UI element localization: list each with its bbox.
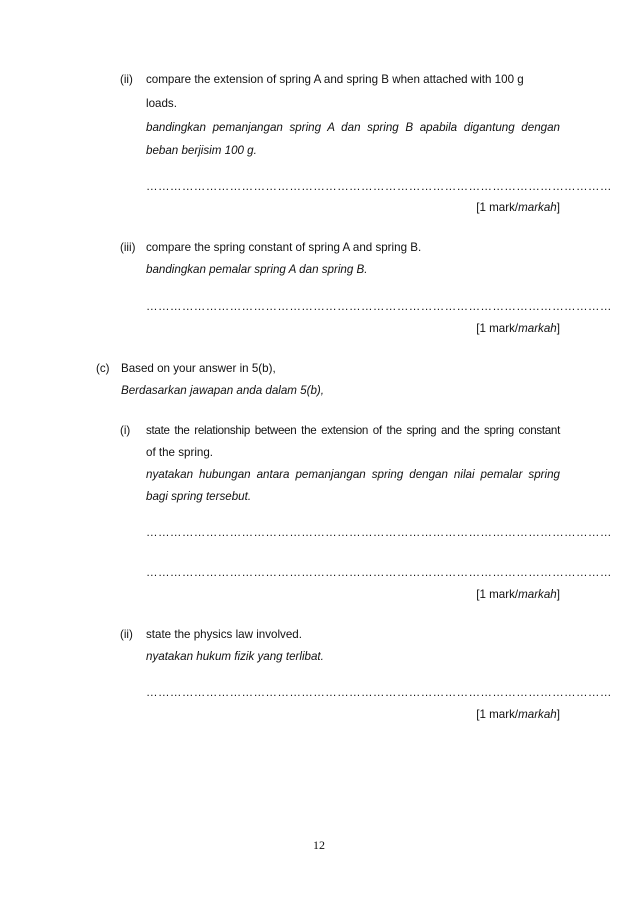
marks-bracket: ] <box>556 201 560 214</box>
question-text-english: compare the spring constant of spring A and spring B. <box>146 241 422 254</box>
question-text-english: compare the extension of spring A and spring B when attached with 100 g <box>146 73 524 86</box>
marks-label <box>476 588 560 601</box>
marks-text-malay: markah <box>518 588 557 601</box>
marks-text-malay: markah <box>518 708 557 721</box>
question-text-malay: nyatakan hukum fizik yang terlibat. <box>146 650 324 663</box>
question-text-english: of the spring. <box>146 446 214 459</box>
question-number: (ii) <box>120 73 133 86</box>
question-text-malay: nyatakan hubungan antara pemanjangan spring dengan nilai pemalar spring <box>146 468 560 481</box>
answer-line[interactable]: ……………………………………………………………………………………………………… <box>146 686 612 699</box>
marks-text: [1 mark/ <box>476 588 519 601</box>
marks-text-malay: markah <box>518 201 557 214</box>
question-text-malay: bandingkan pemanjangan spring A dan spring B apabila digantung dengan <box>146 121 560 134</box>
marks-text: [1 mark/ <box>476 322 519 335</box>
page-number: 12 <box>313 838 325 852</box>
marks-bracket: ] <box>556 588 560 601</box>
answer-line[interactable]: ……………………………………………………………………………………………………… <box>146 566 612 579</box>
marks-bracket: ] <box>556 708 560 721</box>
answer-line[interactable]: ……………………………………………………………………………………………………… <box>146 180 612 193</box>
answer-line[interactable]: ……………………………………………………………………………………………………… <box>146 526 612 539</box>
question-number: (ii) <box>120 628 133 641</box>
marks-label <box>476 322 560 335</box>
marks-label <box>476 708 560 721</box>
question-text-english: loads. <box>146 97 177 110</box>
question-text-malay: bagi spring tersebut. <box>146 490 252 503</box>
question-number: (c) <box>96 362 110 375</box>
question-number: (iii) <box>120 241 136 254</box>
marks-text-malay: markah <box>518 322 557 335</box>
question-text-english: Based on your answer in 5(b), <box>121 362 276 375</box>
marks-label <box>476 201 560 214</box>
question-text-malay: beban berjisim 100 g. <box>146 144 257 157</box>
marks-bracket: ] <box>556 322 560 335</box>
question-text-malay: Berdasarkan jawapan anda dalam 5(b), <box>121 384 325 397</box>
marks-text: [1 mark/ <box>476 201 519 214</box>
question-number: (i) <box>120 424 131 437</box>
question-text-malay: bandingkan pemalar spring A dan spring B. <box>146 263 368 276</box>
question-text-english: state the physics law involved. <box>146 628 302 641</box>
marks-text: [1 mark/ <box>476 708 519 721</box>
question-text-english: state the relationship between the extension of the spring and the spring constant <box>146 424 560 437</box>
answer-line[interactable]: ……………………………………………………………………………………………………… <box>146 300 612 313</box>
